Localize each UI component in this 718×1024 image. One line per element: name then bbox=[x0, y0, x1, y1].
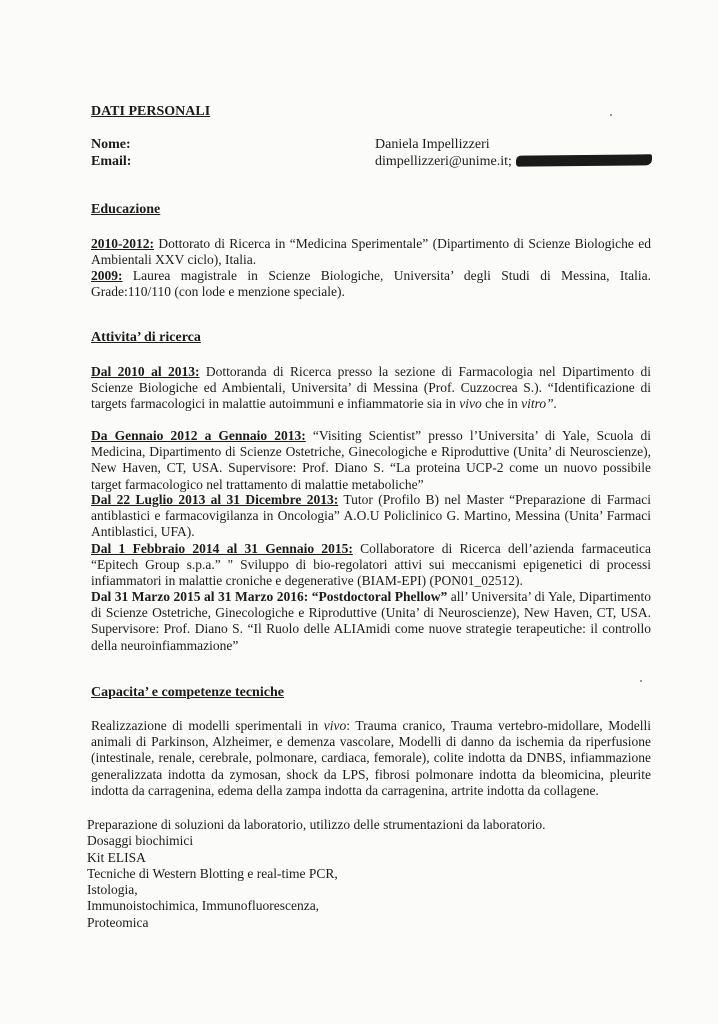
research-title: “Postdoctoral Phellow” bbox=[308, 589, 448, 604]
personal-data-heading: DATI PERSONALI bbox=[91, 104, 211, 119]
skills-text: Realizzazione di modelli sperimentali in bbox=[91, 718, 324, 733]
education-heading: Educazione bbox=[91, 202, 161, 217]
education-period: 2010-2012: bbox=[91, 236, 154, 251]
skills-line: Kit ELISA bbox=[87, 849, 146, 865]
skills-list bbox=[87, 817, 545, 931]
education-item bbox=[91, 236, 651, 268]
skills-heading: Capacita’ e competenze tecniche bbox=[91, 685, 284, 700]
research-text: che in bbox=[481, 396, 522, 412]
research-italic: vivo bbox=[459, 396, 482, 412]
education-text: Laurea magistrale in Scienze Biologiche, Universita’ degli Studi di Messina, Italia. Grade:110/110 (con lode e menzione speciale). bbox=[91, 268, 651, 300]
skills-italic: vivo bbox=[323, 718, 347, 733]
research-period: Dal 22 Luglio 2013 al 31 Dicembre 2013: bbox=[91, 492, 339, 507]
scan-speck bbox=[610, 114, 612, 116]
email-value: dimpellizzeri@unime.it; bbox=[375, 154, 512, 169]
research-period: Dal 31 Marzo 2015 al 31 Marzo 2016: bbox=[91, 589, 309, 604]
research-text: Dottoranda di Ricerca presso la sezione di Farmacologia nel Dipartimento di Scienze Biologiche ed Ambientali, Universita’ di Messina (Prof. Cuzzocrea S.). “Identificazione di targets farmacologici in malattie autoimmuni e infiammatorie sia in bbox=[91, 364, 651, 412]
research-period: Da Gennaio 2012 a Gennaio 2013: bbox=[91, 428, 306, 443]
research-text: Collaboratore di Ricerca dell’azienda farmaceutica “Epitech Group s.p.a.” " Sviluppo di bio-regolatori attivi sui meccanismi epigenetici di processi infiammatori in malattie croniche e degenerative (BIAM-EPI) (PON01_02512). bbox=[91, 541, 651, 589]
skills-line: Preparazione di soluzioni da laboratorio, utilizzo delle strumentazioni da laboratorio. bbox=[87, 817, 546, 832]
email-label: Email: bbox=[91, 154, 132, 169]
skills-line: Dosaggi biochimici bbox=[87, 833, 194, 849]
education-period: 2009: bbox=[91, 268, 123, 283]
research-item bbox=[91, 589, 651, 654]
education-text: Dottorato di Ricerca in “Medicina Sperimentale” (Dipartimento di Scienze Biologiche ed Ambientali XXV ciclo), Italia. bbox=[91, 236, 651, 268]
skills-line: Istologia, bbox=[87, 882, 138, 898]
education-item bbox=[91, 268, 651, 300]
skills-text: : Trauma cranico, Trauma vertebro-midollare, Modelli animali di Parkinson, Alzheimer, e demenza vascolare, Modelli di danno da ischemia da riperfusione (intestinale, renale, cerebrale, polmonare, cardiaca, femorale), colite indotta da DNBS, infiammazione generalizzata indotta da zymosan, shock da LPS, fibrosi polmonare indotta da bleomicina, pleurite indotta da carragenina, edema della zampa indotta da carragenina, artrite indotta da collagene. bbox=[91, 718, 651, 798]
research-item bbox=[91, 428, 651, 493]
research-heading: Attivita’ di ricerca bbox=[91, 330, 201, 345]
skills-line: Tecniche di Western Blotting e real-time PCR, bbox=[87, 865, 338, 881]
name-label: Nome: bbox=[91, 137, 131, 152]
skills-line: Proteomica bbox=[87, 914, 149, 930]
research-period: Dal 2010 al 2013: bbox=[91, 364, 200, 379]
research-text: Tutor (Profilo B) nel Master “Preparazione di Farmaci antiblastici e farmacovigilanza in Oncologia” A.O.U Policlinico G. Martino, Messina (Unita’ Farmaci Antiblastici, UFA). bbox=[91, 492, 651, 540]
research-text: “Visiting Scientist” presso l’Universita’ di Yale, Scuola di Medicina, Dipartimento di Scienze Ostetriche, Ginecologiche e Riproduttive (Unita’ di Neuroscienze), New Haven, CT, USA. Supervisore: Prof. Diano S. “La proteina UCP-2 come un nuovo possibile target farmacologico nel trattamento di malattie metaboliche” bbox=[91, 428, 651, 492]
research-item bbox=[91, 541, 651, 590]
research-period: Dal 1 Febbraio 2014 al 31 Gennaio 2015: bbox=[91, 541, 353, 556]
name-value: Daniela Impellizzeri bbox=[375, 137, 490, 152]
skills-line: Immunoistochimica, Immunofluorescenza, bbox=[87, 898, 320, 914]
redaction-mark bbox=[516, 154, 652, 166]
research-text: all’ Universita’ di Yale, Dipartimento di Scienze Ostetriche, Ginecologiche e Riproduttive (Unita’ di Neuroscienze), New Haven, CT, USA. Supervisore: Prof. Diano S. “Il Ruolo delle ALIAmidi come nuove strategie terapeutiche: il controllo della neuroinfiammazione” bbox=[91, 589, 651, 653]
research-italic: vitro”. bbox=[521, 396, 558, 412]
research-item bbox=[91, 364, 651, 413]
skills-paragraph bbox=[91, 718, 651, 799]
scan-speck bbox=[640, 680, 642, 682]
research-item bbox=[91, 492, 651, 541]
